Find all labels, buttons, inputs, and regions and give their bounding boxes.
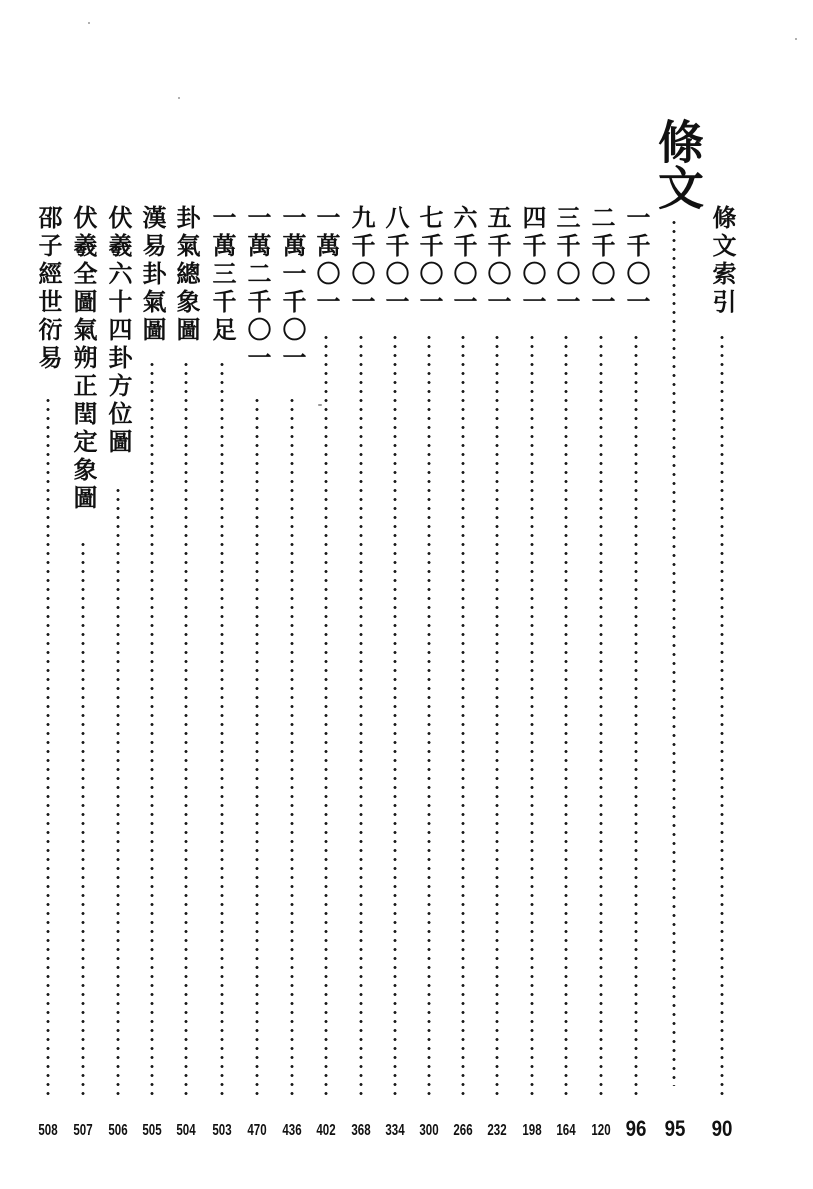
dot-leader xyxy=(427,333,431,1098)
toc-entry[interactable] xyxy=(621,205,651,1180)
toc-entry[interactable] xyxy=(482,205,512,1180)
toc-entry[interactable] xyxy=(207,205,237,1180)
toc-entry-page-number: 90 xyxy=(711,1116,733,1141)
toc-entry[interactable] xyxy=(103,205,133,1180)
toc-entry-page-number: 368 xyxy=(351,1122,371,1139)
section-page-holder xyxy=(660,205,690,1180)
section-page-number: 95 xyxy=(664,1116,686,1141)
toc-entry[interactable] xyxy=(171,205,201,1180)
toc-entry-title: 六千〇一 xyxy=(449,205,477,317)
toc-entry[interactable] xyxy=(311,205,341,1180)
toc-entry[interactable] xyxy=(586,205,616,1180)
dot-leader xyxy=(495,333,499,1098)
dot-leader xyxy=(255,393,259,1098)
toc-entry-title: 一萬一千〇一 xyxy=(278,205,306,373)
dot-leader xyxy=(599,333,603,1098)
dot-leader xyxy=(530,333,534,1098)
dot-leader xyxy=(290,393,294,1098)
toc-entry-page-number: 334 xyxy=(385,1122,405,1139)
toc-entry[interactable] xyxy=(448,205,478,1180)
toc-entry-title: 漢易卦氣圖 xyxy=(138,205,166,345)
toc-entry-page-number: 470 xyxy=(247,1122,267,1139)
toc-entry-page-number: 266 xyxy=(453,1122,473,1139)
toc-entry-title: 一千〇一 xyxy=(622,205,650,317)
dot-leader xyxy=(393,333,397,1098)
toc-entry-page-number: 507 xyxy=(73,1122,93,1139)
toc-entry[interactable] xyxy=(137,205,167,1180)
toc-entry-title: 八千〇一 xyxy=(381,205,409,317)
dot-leader xyxy=(220,363,224,1098)
toc-entry-title: 邵子經世衍易 xyxy=(34,205,62,373)
toc-entry-page-number: 96 xyxy=(625,1116,647,1141)
toc-entry[interactable] xyxy=(33,205,63,1180)
toc-entry-page-number: 164 xyxy=(556,1122,576,1139)
dot-leader xyxy=(461,333,465,1098)
toc-entry[interactable] xyxy=(277,205,307,1180)
toc-entry-title: 伏羲全圖氣朔正閏定象圖 xyxy=(69,205,97,513)
toc-entry[interactable] xyxy=(346,205,376,1180)
toc-entry-page-number: 505 xyxy=(142,1122,162,1139)
toc-entry-title: 條文索引 xyxy=(708,205,736,317)
section-heading: 條文 xyxy=(651,118,705,210)
toc-entry[interactable] xyxy=(517,205,547,1180)
toc-entry-title: 二千〇一 xyxy=(587,205,615,317)
toc-entry-page-number: 506 xyxy=(108,1122,128,1139)
toc-entry[interactable] xyxy=(551,205,581,1180)
dot-leader xyxy=(634,333,638,1098)
toc-entry-page-number: 300 xyxy=(419,1122,439,1139)
toc-entry-page-number: 504 xyxy=(176,1122,196,1139)
toc-entry-title: 四千〇一 xyxy=(518,205,546,317)
toc-entry-title: 一萬二千〇一 xyxy=(243,205,271,373)
toc-entry-title: 五千〇一 xyxy=(483,205,511,317)
scan-speck xyxy=(88,22,90,24)
scan-speck xyxy=(795,38,797,40)
dot-leader xyxy=(324,333,328,1098)
toc-entry[interactable] xyxy=(414,205,444,1180)
dot-leader xyxy=(359,333,363,1098)
toc-entry[interactable] xyxy=(68,205,98,1180)
toc-entry[interactable] xyxy=(242,205,272,1180)
toc-entry-page-number: 508 xyxy=(38,1122,58,1139)
toc-entry-title: 三千〇一 xyxy=(552,205,580,317)
toc-entry-title: 一萬三千足 xyxy=(208,205,236,345)
scan-speck xyxy=(178,97,180,99)
dot-leader xyxy=(150,363,154,1098)
toc-entry[interactable] xyxy=(380,205,410,1180)
toc-entry-page-number: 120 xyxy=(591,1122,611,1139)
scan-speck xyxy=(318,404,322,406)
toc-entry-title: 七千〇一 xyxy=(415,205,443,317)
toc-entry-page-number: 198 xyxy=(522,1122,542,1139)
dot-leader xyxy=(184,363,188,1098)
dot-leader xyxy=(564,333,568,1098)
toc-entry-page-number: 436 xyxy=(282,1122,302,1139)
toc-entry-title: 伏羲六十四卦方位圖 xyxy=(104,205,132,457)
toc-entry-page-number: 402 xyxy=(316,1122,336,1139)
dot-leader xyxy=(81,543,85,1098)
dot-leader xyxy=(116,483,120,1098)
dot-leader xyxy=(46,393,50,1098)
toc-entry-title: 九千〇一 xyxy=(347,205,375,317)
toc-entry-title: 一萬〇一 xyxy=(312,205,340,317)
toc-entry-title: 卦氣總象圖 xyxy=(172,205,200,345)
toc-entry-index[interactable] xyxy=(707,205,737,1180)
dot-leader xyxy=(720,330,724,1098)
toc-entry-page-number: 232 xyxy=(487,1122,507,1139)
toc-entry-page-number: 503 xyxy=(212,1122,232,1139)
